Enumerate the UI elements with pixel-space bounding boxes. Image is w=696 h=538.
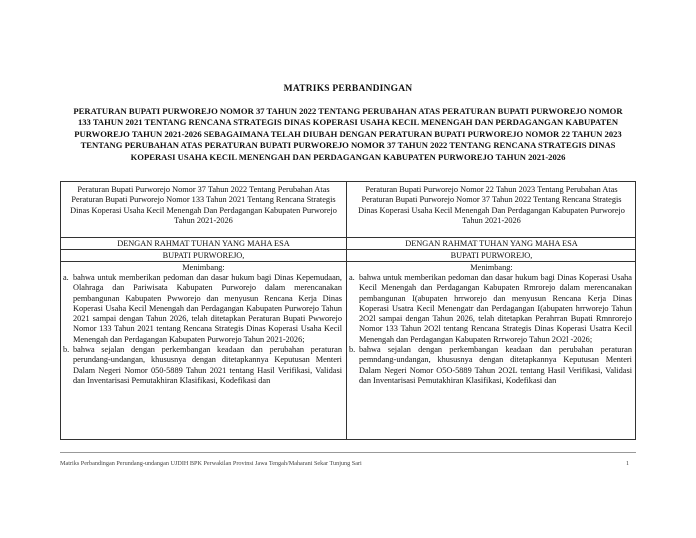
right-item-b-marker: b.: [349, 345, 356, 355]
left-item-a-text: bahwa untuk memberikan pedoman dan dasar hukum bagi Dinas Kepemudaan, Olahraga dan Pariwisata Kabupaten Purworejo dalam merencanakan pembangunan Kabupaten Pwworejo dan menyusun Rencana Kerja Dinas Koperasi Usaha Kecil Menengah dan Perdagangan Kabupaten Purworejo Tahun 2021 sampai dengan Tahun 2026, telah ditetapkan Peraturan Bupati Pwworejo Nomor 133 Tahun 2021 tentang Rencana Strategis Dinas Koperasi Usaha Kecil Menengah dan Perdagangan Kabupaten Purworejo Tahun 2021-2026;: [73, 273, 342, 344]
left-item-b: [61, 345, 346, 386]
left-preamble: DENGAN RAHMAT TUHAN YANG MAHA ESA: [61, 238, 346, 250]
left-column-header: Peraturan Bupati Purworejo Nomor 37 Tahun 2022 Tentang Perubahan Atas Peraturan Bupati Purworejo Nomor 133 Tahun 2021 Tentang Rencana Strategis Dinas Koperasi Usaha Kecil Menengah Dan Perdagangan Kabupaten Purworejo Tahun 2021-2026: [61, 182, 346, 238]
document-title: MATRIKS PERBANDINGAN: [283, 84, 413, 94]
right-item-a-text: bahwa untuk memberikan pedoman dan dasar hukum bagi Dinas Koperasi Usaha Kecil Menengah dan Perdagangan Kabupaten Rmrorejo dalam merencanakan pembangunan I(abupaten hrrworejo dan menyusun Rencana Kerja Dinas Koperasi Usatra Kecil Menengatr dan Perdagangan I(abupaten hrrworejo Tahun 2O2l sampai dengan Tahun 2026, telah ditetapkan Perahrran Bupati Rmnrorejo Nomor 133 Tahun 2O2l tentang Rencana Strategis Dinas Koperasi Usatra Kecil Menengah dan Perdagangan Kabupaten Rrrworejo Tahun 2O2l -2026;: [359, 273, 632, 344]
right-preamble: DENGAN RAHMAT TUHAN YANG MAHA ESA: [347, 238, 636, 250]
left-item-b-text: bahwa sejalan dengan perkembangan keadaan dan perubahan peraturan perundang-undangan, khususnya dengan ditetapkannya Keputusan Menteri Dalam Negeri Nomor 050-5889 Tahun 2021 tentang Hasil Verifikasi, Validasi dan Inventarisasi Pemutakhiran Klasifikasi, Kodefikasi dan: [73, 345, 342, 385]
left-item-a-marker: a.: [63, 273, 69, 282]
footer-text: Matriks Perbandingan Perundang-undangan UJDIH BPK Perwakilan Provinsi Jawa Tengah/Maharani Sekar Tunjung Sari: [60, 460, 362, 467]
left-item-a: [61, 273, 346, 345]
right-item-b: [347, 345, 636, 386]
right-column: [346, 182, 636, 439]
left-considering: Menimbang:: [182, 263, 225, 272]
right-office: BUPATI PURWOREJO,: [347, 250, 636, 262]
footer-divider: [60, 452, 636, 453]
left-item-b-marker: b.: [63, 345, 70, 355]
page-number: 1: [626, 460, 630, 467]
right-item-a-marker: a.: [349, 273, 355, 282]
right-considering: Menimbang:: [470, 263, 513, 272]
right-item-b-text: bahwa sejalan dengan perkembangan keadaan dan perubahan peraturan pemndang-undangan, khususnya dengan ditetapkannya Keputusan Menteri Dalam Negeri Nomor O5O-5889 Tahun 2O2L tentang Hasil Verifikasi, Validasi dan Inventarisasi Pemutakhiran Klasifikasi, Kodefikasi dan: [359, 345, 632, 385]
right-column-header: Peraturan Bupati Purworejo Nomor 22 Tahun 2023 Tentang Perubahan Atas Peraturan Bupati Purworejo Nomor 37 Tahun 2022 Tentang Rencana Strategis Dinas Koperasi Usaha Kecil Menengah Dan Perdagangan Kabupaten Purworejo Tahun 2021-2026: [347, 182, 636, 238]
left-column: [61, 182, 346, 439]
document-subtitle: PERATURAN BUPATI PURWOREJO NOMOR 37 TAHUN 2022 TENTANG PERUBAHAN ATAS PERATURAN BUPATI PURWOREJO NOMOR 133 TAHUN 2021 TENTANG RENCANA STRATEGIS DINAS KOPERASI USAHA KECIL MENENGAH DAN PERDAGANGAN KABUPATEN PURWOREJO TAHUN 2021-2026 SEBAGAIMANA TELAH DIUBAH DENGAN PERATURAN BUPATI PURWOREJO NOMOR 22 TAHUN 2023 TENTANG PERUBAHAN ATAS PERATURAN BUPATI PURWOREJO NOMOR 37 TAHUN 2022 TENTANG RENCANA STRATEGIS DINAS KOPERASI USAHA KECIL MENENGAH DAN PERDAGANGAN KABUPATEN PURWOREJO TAHUN 2021-2026: [73, 106, 623, 162]
right-item-a: [347, 273, 636, 345]
comparison-table: [60, 181, 636, 440]
left-office: BUPATI PURWOREJO,: [61, 250, 346, 262]
